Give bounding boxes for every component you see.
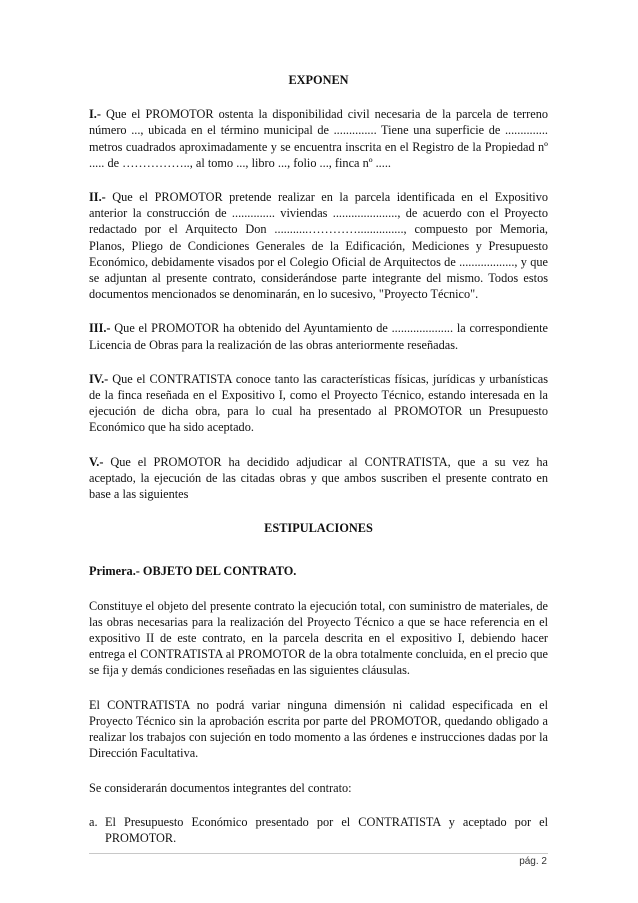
list-item <box>89 814 548 846</box>
section-heading-exponen: EXPONEN <box>288 73 349 87</box>
expositivo-4 <box>89 371 548 436</box>
clause-title: Primera.- OBJETO DEL CONTRATO. <box>89 564 297 579</box>
expositivo-3 <box>89 320 548 352</box>
expositivo-text: Que el CONTRATISTA conoce tanto las características físicas, jurídicas y urbanísticas de la finca reseñada en el Expositivo I, como el Proyecto Técnico, estando interesada en la ejecución de dicha obra, para lo cual ha presentado al PROMOTOR un Presupuesto Económico que ha sido aceptado. <box>89 371 548 435</box>
expositivo-text: Que el PROMOTOR ha obtenido del Ayuntamiento de .................... la correspondiente Licencia de Obras para la realización de las obras anteriormente reseñadas. <box>89 321 548 352</box>
footer-divider <box>89 853 548 854</box>
section-heading-estipulaciones: ESTIPULACIONES <box>264 521 373 536</box>
page-number: pág. 2 <box>519 856 547 867</box>
expositivo-5 <box>89 454 548 503</box>
clause-paragraph: El CONTRATISTA no podrá variar ninguna dimensión ni calidad especificada en el Proyecto Técnico sin la aprobación escrita por parte del PROMOTOR, quedando obligado a realizar los trabajos con sujeción en todo momento a las órdenes e instrucciones dadas por la Dirección Facultativa. <box>89 697 548 761</box>
expositivo-text: Que el PROMOTOR ha decidido adjudicar al CONTRATISTA, que a su vez ha aceptado, la ejecución de las citadas obras y que ambos suscriben el presente contrato en base a las siguientes <box>89 454 548 502</box>
expositivo-number: V.- <box>89 454 104 469</box>
expositivo-text: Que el PROMOTOR ostenta la disponibilidad civil necesaria de la parcela de terreno número ..., ubicada en el término municipal de .............. Tiene una superficie de .............. metros cuadrados aproximadamente y se encuentra inscrita en el Registro de la Propiedad nº ..... de …………….., al tomo ..., libro ..., folio ..., finca nº ..... <box>89 107 548 170</box>
expositivo-number: II.- <box>89 190 106 205</box>
list-marker: a. <box>89 814 98 829</box>
expositivo-1 <box>89 106 548 171</box>
list-item-text: El Presupuesto Económico presentado por el CONTRATISTA y aceptado por el PROMOTOR. <box>105 814 548 845</box>
expositivo-text: Que el PROMOTOR pretende realizar en la parcela identificada en el Expositivo anterior la construcción de .............. viviendas ....................., de acuerdo con el Proyecto redactado por el Arquitecto Don ...........…………..............., compuesto por Memoria, Planos, Pliego de Condiciones Generales de la Edificación, Mediciones y Presupuesto Económico, debidamente visados por el Colegio Oficial de Arquitectos de .................., y que se adjuntan al presente contrato, considerándose parte integrante del mismo. Todos estos documentos mencionados se denominarán, en lo sucesivo, "Proyecto Técnico". <box>89 190 548 302</box>
expositivo-2 <box>89 189 548 302</box>
clause-paragraph: Constituye el objeto del presente contrato la ejecución total, con suministro de materiales, de las obras necesarias para la realización del Proyecto Técnico a que se hace referencia en el expositivo II de este contrato, en la parcela descrita en el expositivo I, debiendo hacer entrega el CONTRATISTA al PROMOTOR de la obra totalmente concluida, en el precio que se fija y demás condiciones reseñadas en las siguientes cláusulas. <box>89 598 548 678</box>
expositivo-number: IV.- <box>89 371 109 386</box>
expositivo-number: III.- <box>89 321 111 336</box>
document-page <box>89 72 548 846</box>
clause-paragraph: Se considerarán documentos integrantes del contrato: <box>89 780 352 795</box>
expositivo-number: I.- <box>89 107 101 122</box>
